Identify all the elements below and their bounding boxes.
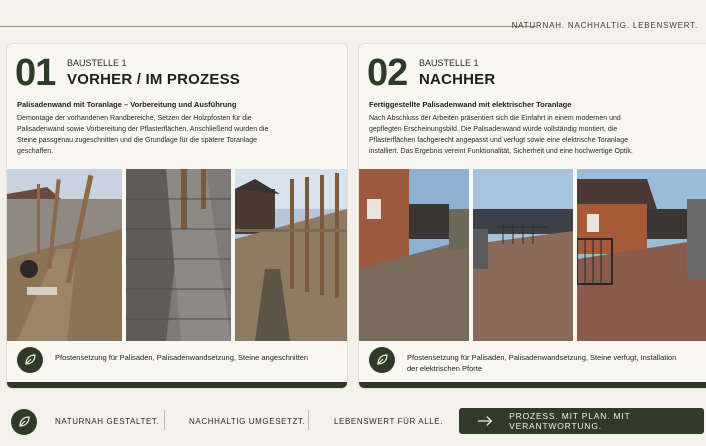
- card-caption: Pfostensetzung für Palisaden, Palisadenwandsetzung, Steine angeschnitten: [55, 353, 309, 362]
- header-tagline: NATURNAH. NACHHALTIG. LEBENSWERT.: [511, 21, 698, 30]
- card-baustelle: BAUSTELLE 1: [67, 58, 127, 68]
- header-divider: [0, 26, 536, 27]
- card-before: [6, 43, 348, 389]
- photo-before-2[interactable]: [126, 169, 231, 341]
- leaf-icon: [17, 347, 43, 373]
- cta-label: PROZESS. MIT PLAN. MIT VERANTWORTUNG.: [509, 411, 631, 431]
- photo-before-3[interactable]: [235, 169, 347, 341]
- leaf-icon: [11, 409, 37, 435]
- photo-before-1[interactable]: [7, 169, 122, 341]
- card-description: Demontage der vorhandenen Randbereiche, Setzen der Holzpfosten für die Palisadenwand sowie Vorbereitung der Pflasterflächen. Anschließend wurden die Steine passgenau zugeschnitten und die Grundlage für die spätere Toranlage geschaffen.: [17, 115, 269, 155]
- leaf-icon: [369, 347, 395, 373]
- footer-item-lebenswert: LEBENSWERT FÜR ALLE.: [334, 417, 444, 426]
- footer-divider: [308, 410, 309, 430]
- card-accent-bar: [7, 382, 347, 388]
- card-subtitle: Fertiggestellte Palisadenwand mit elektrischer Toranlage: [369, 100, 572, 109]
- card-caption: Pfostensetzung für Palisaden, Palisadenwandsetzung, Steine verfugt, Installation der elektrischen Pforte: [407, 353, 677, 373]
- photo-after-3[interactable]: [577, 169, 706, 341]
- card-accent-bar: [359, 382, 706, 388]
- card-subtitle: Palisadenwand mit Toranlage – Vorbereitung und Ausführung: [17, 100, 237, 109]
- card-description: Nach Abschluss der Arbeiten präsentiert sich die Einfahrt in einem modernen und gepflegten Erscheinungsbild. Die Palisadenwand wurde vollständig montiert, die Pflasterflächen fachgerecht angepasst und verfugt sowie eine elektrische Toranlage installiert. Das Ergebnis vereint Funktionalität, Sicherheit und eine hochwertige Optik.: [369, 115, 633, 155]
- card-phase-title: VORHER / IM PROZESS: [67, 71, 240, 88]
- arrow-right-icon: [477, 415, 493, 427]
- card-baustelle: BAUSTELLE 1: [419, 58, 479, 68]
- footer-item-naturnah: NATURNAH GESTALTET.: [55, 417, 160, 426]
- process-cta-button[interactable]: [459, 408, 704, 434]
- footer-divider: [164, 410, 165, 430]
- photo-strip-after: [359, 169, 706, 341]
- card-after: [358, 43, 706, 389]
- photo-strip-before: [7, 169, 347, 341]
- card-number: 01: [15, 52, 56, 94]
- footer-item-nachhaltig: NACHHALTIG UMGESETZT.: [189, 417, 306, 426]
- photo-after-2[interactable]: [473, 169, 573, 341]
- card-number: 02: [367, 52, 408, 94]
- photo-after-1[interactable]: [359, 169, 469, 341]
- card-phase-title: NACHHER: [419, 71, 496, 88]
